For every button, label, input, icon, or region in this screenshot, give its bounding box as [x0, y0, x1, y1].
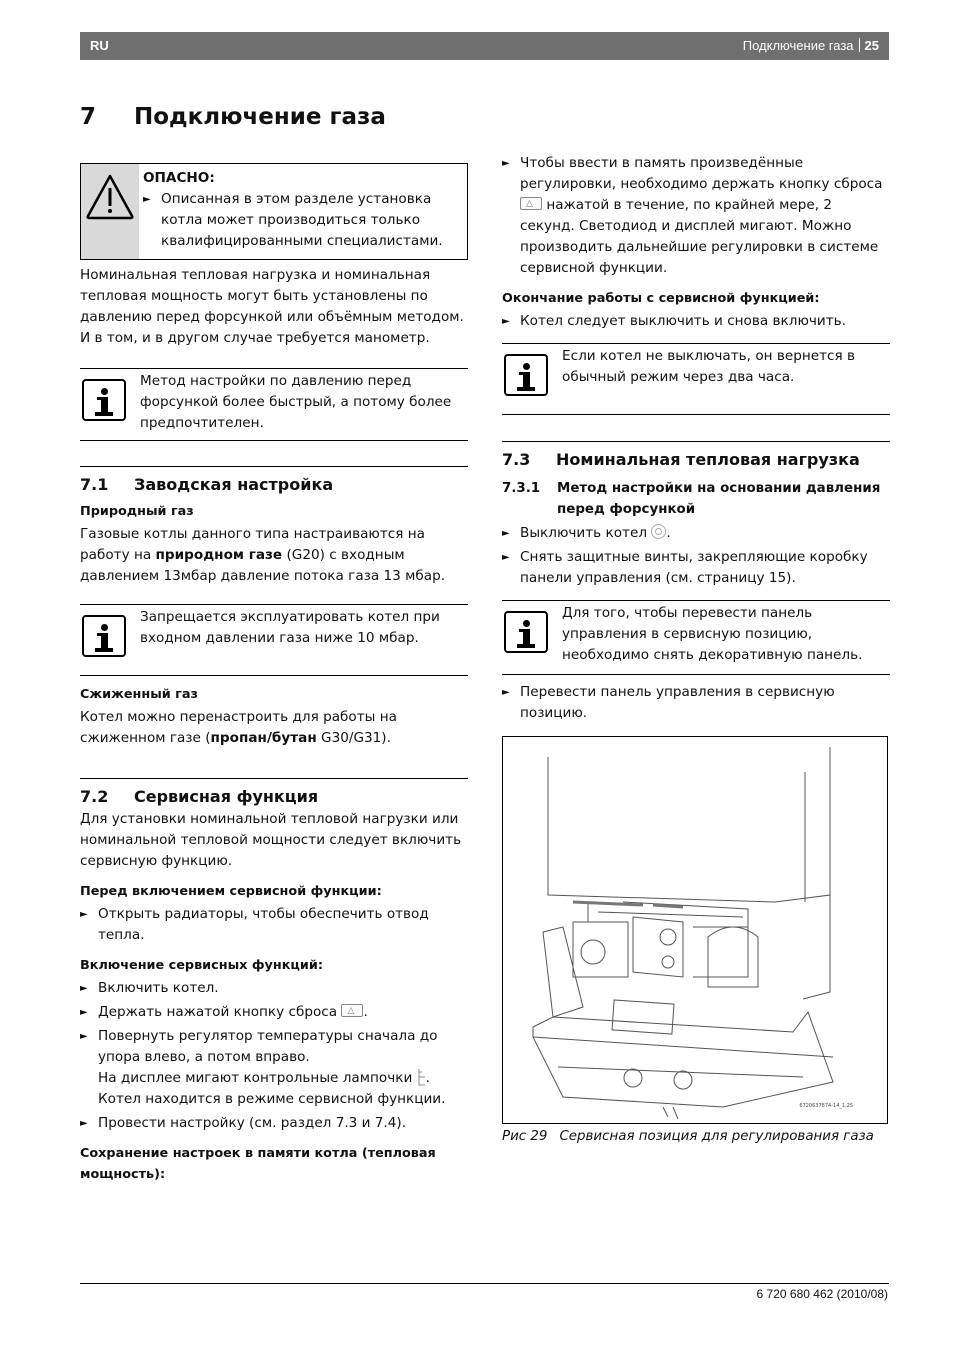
list-item: ► Выключить котел .	[502, 525, 671, 541]
warning-triangle-icon	[81, 164, 139, 259]
boiler-illustration	[503, 737, 887, 1123]
natural-gas-text: Газовые котлы данного типа настраиваются на работу на природном газе (G20) с входным давлением 13мбар давление потока газа 13 мбар.	[80, 526, 446, 584]
subheading-save: Сохранение настроек в памяти котла (тепловая мощность):	[80, 1146, 436, 1182]
section-heading-7-3: 7.3 Номинальная тепловая нагрузка	[502, 441, 890, 470]
figure-boiler-service-position	[502, 736, 888, 1124]
subsection-heading-7-3-1: 7.3.1 Метод настройки на основании давления перед форсункой	[502, 481, 881, 517]
list-item: ► Чтобы ввести в память произведённые регулировки, необходимо держать кнопку сброса △ нажатой в течение, по крайней мере, 2 секунд. Светодиод и дисплей мигают. Можно производить дальнейшие регулировки в системе сервисной функции.	[502, 153, 890, 279]
list-item: ► Держать нажатой кнопку сброса △ .	[80, 1002, 468, 1023]
lpg-text: Котел можно перенастроить для работы на сжиженном газе (пропан/бутан G30/G31).	[80, 709, 397, 746]
subheading-end: Окончание работы с сервисной функцией:	[502, 291, 820, 306]
danger-box	[80, 163, 468, 260]
info-note: Для того, чтобы перевести панель управления в сервисную позицию, необходимо снять декоративную панель.	[502, 600, 890, 675]
list-item: ► Котел следует выключить и снова включить.	[502, 313, 847, 329]
document-number: 6 720 680 462 (2010/08)	[756, 1287, 888, 1301]
reset-button-icon	[341, 1004, 363, 1017]
page-number: 25	[864, 38, 879, 53]
subheading-natural-gas: Природный газ	[80, 504, 194, 519]
figure-caption: Рис 29 Сервисная позиция для регулирования газа	[502, 1129, 874, 1144]
service-intro: Для установки номинальной тепловой нагрузки или номинальной тепловой мощности следует включить сервисную функцию.	[80, 811, 462, 869]
info-note: Запрещается эксплуатировать котел при входном давлении газа ниже 10 мбар.	[80, 604, 468, 676]
danger-text: ► Описанная в этом разделе установка котла может производиться только квалифицированными специалистами.	[143, 191, 443, 249]
footer-divider	[80, 1283, 889, 1284]
subheading-before: Перед включением сервисной функции:	[80, 884, 382, 899]
figure-code: 6720637874-14_1.2S	[799, 1103, 853, 1109]
list-item: ► Открыть радиаторы, чтобы обеспечить отвод тепла.	[80, 906, 429, 943]
reset-button-icon	[520, 197, 542, 210]
power-button-icon	[651, 524, 666, 539]
list-item: ► Повернуть регулятор температуры сначала до упора влево, а потом вправо. На дисплее мигают контрольные лампочки . Котел находится в режиме сервисной функции.	[80, 1028, 446, 1107]
chapter-title: 7 Подключение газа	[80, 104, 386, 130]
info-note: Если котел не выключать, он вернется в обычный режим через два часа.	[502, 343, 890, 415]
list-item: ► Включить котел.	[80, 980, 219, 996]
info-icon	[502, 601, 560, 674]
subheading-lpg: Сжиженный газ	[80, 687, 198, 702]
section-heading-7-2: 7.2 Сервисная функция	[80, 778, 468, 807]
left-column	[80, 163, 468, 1185]
danger-label: ОПАСНО:	[143, 170, 215, 186]
info-note: Метод настройки по давлению перед форсункой более быстрый, а потому более предпочтителен.	[80, 368, 468, 441]
info-icon	[502, 344, 560, 414]
page-header	[80, 32, 889, 60]
right-column	[502, 153, 890, 1147]
list-item: ► Провести настройку (см. раздел 7.3 и 7.4).	[80, 1115, 407, 1131]
indicator-lamp-icon	[417, 1068, 426, 1086]
section-heading-7-1: 7.1 Заводская настройка	[80, 466, 468, 495]
subheading-enable: Включение сервисных функций:	[80, 958, 323, 973]
header-section: Подключение газа 25	[742, 38, 879, 53]
info-icon	[80, 369, 138, 440]
intro-paragraph: Номинальная тепловая нагрузка и номинальная тепловая мощность могут быть установлены по давлению перед форсункой или объёмным методом. И в том, и в другом случае требуется манометр.	[80, 267, 464, 346]
list-item: ► Снять защитные винты, закрепляющие коробку панели управления (см. страницу 15).	[502, 549, 868, 586]
list-item: ► Перевести панель управления в сервисную позицию.	[502, 684, 835, 721]
language-code: RU	[90, 38, 109, 53]
info-icon	[80, 605, 138, 675]
